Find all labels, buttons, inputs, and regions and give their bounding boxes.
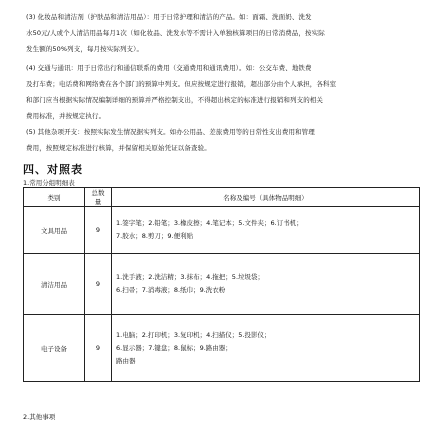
row-category: 清洁用品 (24, 254, 85, 315)
row-detail-line: 1.电脑；2.打印机；3.复印机；4.扫描仪；5.投影仪； (116, 330, 271, 339)
paragraph-3-line: 发生额的50%列支，每月按实际列支）。 (26, 45, 144, 53)
paragraph-3-line: (3) 化妆品和清洁剂（护肤品和清洁用品）：用于日常护理和清洁的产品。如：面霜、洗面奶、洗发 (26, 13, 312, 21)
paragraph-5-line: (5) 其他杂项开支：按照实际发生情况据实列支。如办公用品、差旅费用等的日常性支出费用和管理 (26, 128, 315, 136)
row-count: 9 (85, 207, 112, 254)
table-row (24, 315, 420, 382)
paragraph-4-line: (4) 交通与通讯：用于日常出行和通信联系的费用（交通费用和通讯费用）。如：公交车费、地铁费 (26, 64, 312, 72)
section-title: 四、对照表 (23, 163, 83, 176)
table-caption: 1.常用分组明细表 (23, 179, 75, 187)
column-header-details: 名称及编号（具体物品明细） (112, 188, 420, 207)
paragraph-3-line: 水50元/人或个人清洁用品每月1次（如化妆品、洗发水等不需计入单独核算项目的日常消费品，按实际 (26, 29, 325, 37)
paragraph-4-line: 及打车费；电话费和网络费在各个部门的预算中列支。但应按规定进行报销，超出部分由个人承担，各科室 (26, 80, 337, 88)
row-detail-line: 6.显示器；7.键盘；8.鼠标；9.路由器； (116, 343, 232, 352)
row-details (112, 207, 420, 254)
row-detail-line: 7.胶水；8.剪刀；9.便利贴 (116, 232, 194, 240)
footer-note: 2.其他事项 (23, 413, 56, 421)
table-row (24, 254, 420, 315)
table-header-row (24, 188, 420, 207)
row-detail-line: 1.签字笔；2.铅笔；3.橡皮擦；4.笔记本；5.文件夹；6.订书机； (116, 219, 303, 227)
column-header-count: 总数量 (85, 188, 112, 207)
table-row (24, 207, 420, 254)
row-count: 9 (85, 254, 112, 315)
row-detail-line: 6.扫帚；7.消毒液；8.纸巾；9.洗衣粉 (116, 286, 226, 294)
row-detail-line: 路由器 (116, 356, 136, 365)
items-table (23, 187, 420, 382)
paragraph-4-line: 和部门应当根据实际情况编制详细的预算并严格控制支出，不得超出核定的标准进行报销和列支的相关 (26, 96, 323, 104)
row-category: 电子设备 (24, 315, 85, 382)
row-details (112, 315, 420, 382)
row-category: 文具用品 (24, 207, 85, 254)
column-header-category: 类别 (24, 188, 85, 207)
row-details (112, 254, 420, 315)
row-count: 9 (85, 315, 112, 382)
paragraph-5-line: 费用，按照规定标准进行核算，并保留相关原始凭证以备查验。 (26, 144, 211, 152)
row-detail-line: 1.洗手液；2.洗洁精；3.抹布；4.拖把；5.垃圾袋； (116, 273, 265, 281)
paragraph-4-line: 费用标准，并按规定执行。 (26, 112, 106, 120)
